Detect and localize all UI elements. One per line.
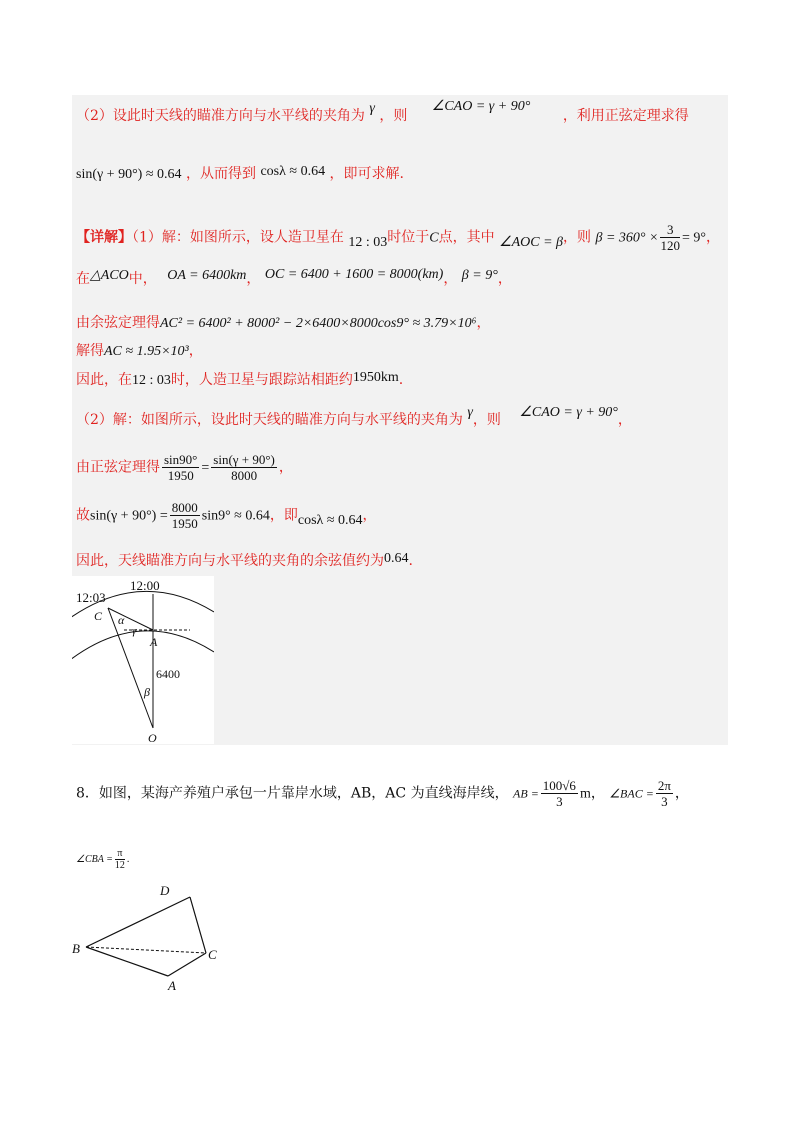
ab-fraction [541, 778, 578, 809]
detail-text: 在 [76, 271, 90, 287]
oa-length: OA = 6400km [167, 268, 247, 283]
detail-text: ， [278, 459, 293, 476]
hint-text: ，即可求解. [329, 166, 404, 182]
label-1200: 12:00 [130, 578, 160, 593]
satellite-figure [72, 576, 214, 744]
detail-text: 点，其中 [438, 229, 495, 246]
angle-cao-expr: ∠CAO = γ + 90° [519, 405, 618, 420]
numerator: π [115, 848, 125, 860]
question-8 [76, 778, 689, 809]
denominator: 1950 [167, 468, 194, 483]
detail-line-3 [76, 312, 490, 332]
part2-hint-line [76, 99, 689, 125]
q8-text: ， [674, 785, 689, 802]
numerator: 2π [657, 778, 671, 793]
cba-lhs: ∠CBA = [76, 854, 113, 865]
cos-expr: cosλ ≈ 0.64 [260, 164, 326, 179]
detail-text: 由正弦定理得 [76, 459, 160, 476]
hint-text: ，则 [379, 108, 408, 124]
detail-text: ， [705, 229, 720, 246]
so-lhs: sin(γ + 90°) = [90, 508, 168, 524]
triangle-aco: △ACO [90, 268, 129, 283]
detail-line-7 [76, 452, 293, 483]
bc-dashed-line [86, 947, 206, 953]
detail-text: 时位于 [387, 229, 430, 246]
q8-text: ， [590, 785, 605, 802]
oc-length: OC = 6400 + 1600 = 8000(km) [264, 267, 444, 282]
detail-text: ， [443, 271, 458, 287]
sin-expr: sin(γ + 90°) ≈ 0.64 [76, 167, 182, 182]
denominator: 120 [660, 238, 680, 253]
ac-line [168, 953, 206, 976]
denominator: 3 [556, 794, 563, 809]
detail-text: （1）解：如图所示，设人造卫星在 [132, 229, 344, 246]
cos-expr: cosλ ≈ 0.64 [297, 512, 363, 528]
detail-text: 中， [128, 271, 157, 287]
detail-text: 解得 [76, 343, 104, 359]
angle-cao-expr: ∠CAO = γ + 90° [431, 99, 531, 114]
label-a: A [150, 635, 158, 649]
equals: = [201, 460, 210, 476]
detail-text: ， [617, 412, 632, 428]
numerator: 100√6 [542, 778, 576, 793]
label-c: C [94, 609, 103, 623]
detail-text: 由余弦定理得 [76, 315, 160, 331]
cba-fraction [115, 848, 125, 871]
ab-lhs: AB = [513, 786, 539, 801]
detail-text: 时，人造卫星与跟踪站相距约 [170, 372, 353, 388]
bac-lhs: ∠BAC = [609, 786, 654, 801]
detail-line-8 [76, 500, 377, 531]
sine-fraction-left [162, 452, 199, 483]
hint-text: ，从而得到 [185, 166, 256, 182]
beta-fraction [660, 222, 680, 253]
sine-fraction-right [211, 452, 277, 483]
q8-text: . [126, 854, 130, 865]
unit-m: m [579, 786, 591, 802]
detail-text: ， [362, 507, 377, 524]
label-6400: 6400 [156, 667, 180, 681]
detail-text: 故 [76, 507, 90, 524]
beta-formula-lhs: β = 360° × [595, 230, 659, 246]
cosine-law-eq: AC² = 6400² + 8000² − 2×6400×8000cos9° ≈ 3.79×10⁶ [160, 316, 477, 331]
q8-text: 8．如图，某海产养殖户承包一片靠岸水域，AB，AC 为直线海岸线， [76, 785, 509, 802]
label-beta: β [144, 685, 150, 699]
detail-text: ， [188, 343, 203, 359]
dc-line [190, 897, 206, 953]
hint-text: （2）设此时天线的瞄准方向与水平线的夹角为 [76, 108, 365, 124]
detail-text: ， [497, 271, 512, 287]
detail-line-1 [76, 222, 720, 253]
final-value: 0.64 [384, 551, 409, 566]
label-c: C [208, 947, 217, 962]
ba-line [86, 947, 168, 976]
label-gamma: γ [132, 625, 137, 637]
hint-text: ，利用正弦定理求得 [562, 108, 689, 124]
beta-value: β = 9° [461, 268, 498, 283]
denominator: 12 [114, 860, 125, 871]
gamma-symbol: γ [467, 405, 473, 420]
label-1203: 12:03 [76, 590, 106, 605]
detail-line-4 [76, 340, 203, 360]
denominator: 8000 [231, 468, 258, 483]
detail-text: ，即 [269, 507, 298, 524]
ac-value: AC ≈ 1.95×10³ [104, 344, 189, 359]
label-o: O [148, 731, 157, 744]
label-d: D [160, 883, 170, 898]
detail-line-5 [76, 369, 403, 389]
point-c: C [429, 230, 439, 246]
detail-line-2 [76, 268, 512, 288]
distance-value: 1950km [352, 370, 399, 385]
denominator: 3 [661, 794, 668, 809]
detail-line-6 [76, 405, 632, 429]
gamma-symbol: γ [369, 101, 375, 116]
numerator: 3 [660, 222, 680, 238]
label-b: B [72, 941, 80, 956]
question-8-line-2 [76, 848, 129, 871]
detail-text: （2）解：如图所示，设此时天线的瞄准方向与水平线的夹角为 [76, 412, 463, 428]
detail-text: ，则 [472, 412, 501, 428]
so-fraction [170, 500, 200, 531]
numerator: 8000 [171, 500, 198, 515]
numerator: sin90° [164, 452, 198, 467]
coast-figure [68, 880, 238, 1000]
detail-tag: 【详解】 [76, 229, 132, 246]
beta-formula-rhs: = 9° [681, 230, 706, 246]
detail-text: ，则 [563, 229, 592, 246]
detail-text: . [398, 372, 404, 388]
time-1203: 12 : 03 [132, 373, 171, 388]
label-alpha: α [118, 613, 125, 627]
part2-hint-line-2 [76, 163, 404, 183]
so-rhs: sin9° ≈ 0.64 [201, 508, 270, 524]
detail-text: 因此，天线瞄准方向与水平线的夹角的余弦值约为 [76, 553, 384, 569]
angle-aoc: ∠AOC = β [499, 234, 564, 250]
detail-text: 因此，在 [76, 372, 132, 388]
label-a: A [168, 978, 176, 993]
denominator: 1950 [171, 516, 198, 531]
detail-text: . [408, 553, 413, 569]
detail-text: ， [246, 271, 261, 287]
numerator: sin(γ + 90°) [213, 452, 275, 467]
detail-line-9 [76, 550, 413, 570]
bd-line [86, 897, 190, 947]
time-1203: 12 : 03 [348, 234, 388, 250]
detail-text: ， [476, 315, 491, 331]
bac-fraction [656, 778, 673, 809]
